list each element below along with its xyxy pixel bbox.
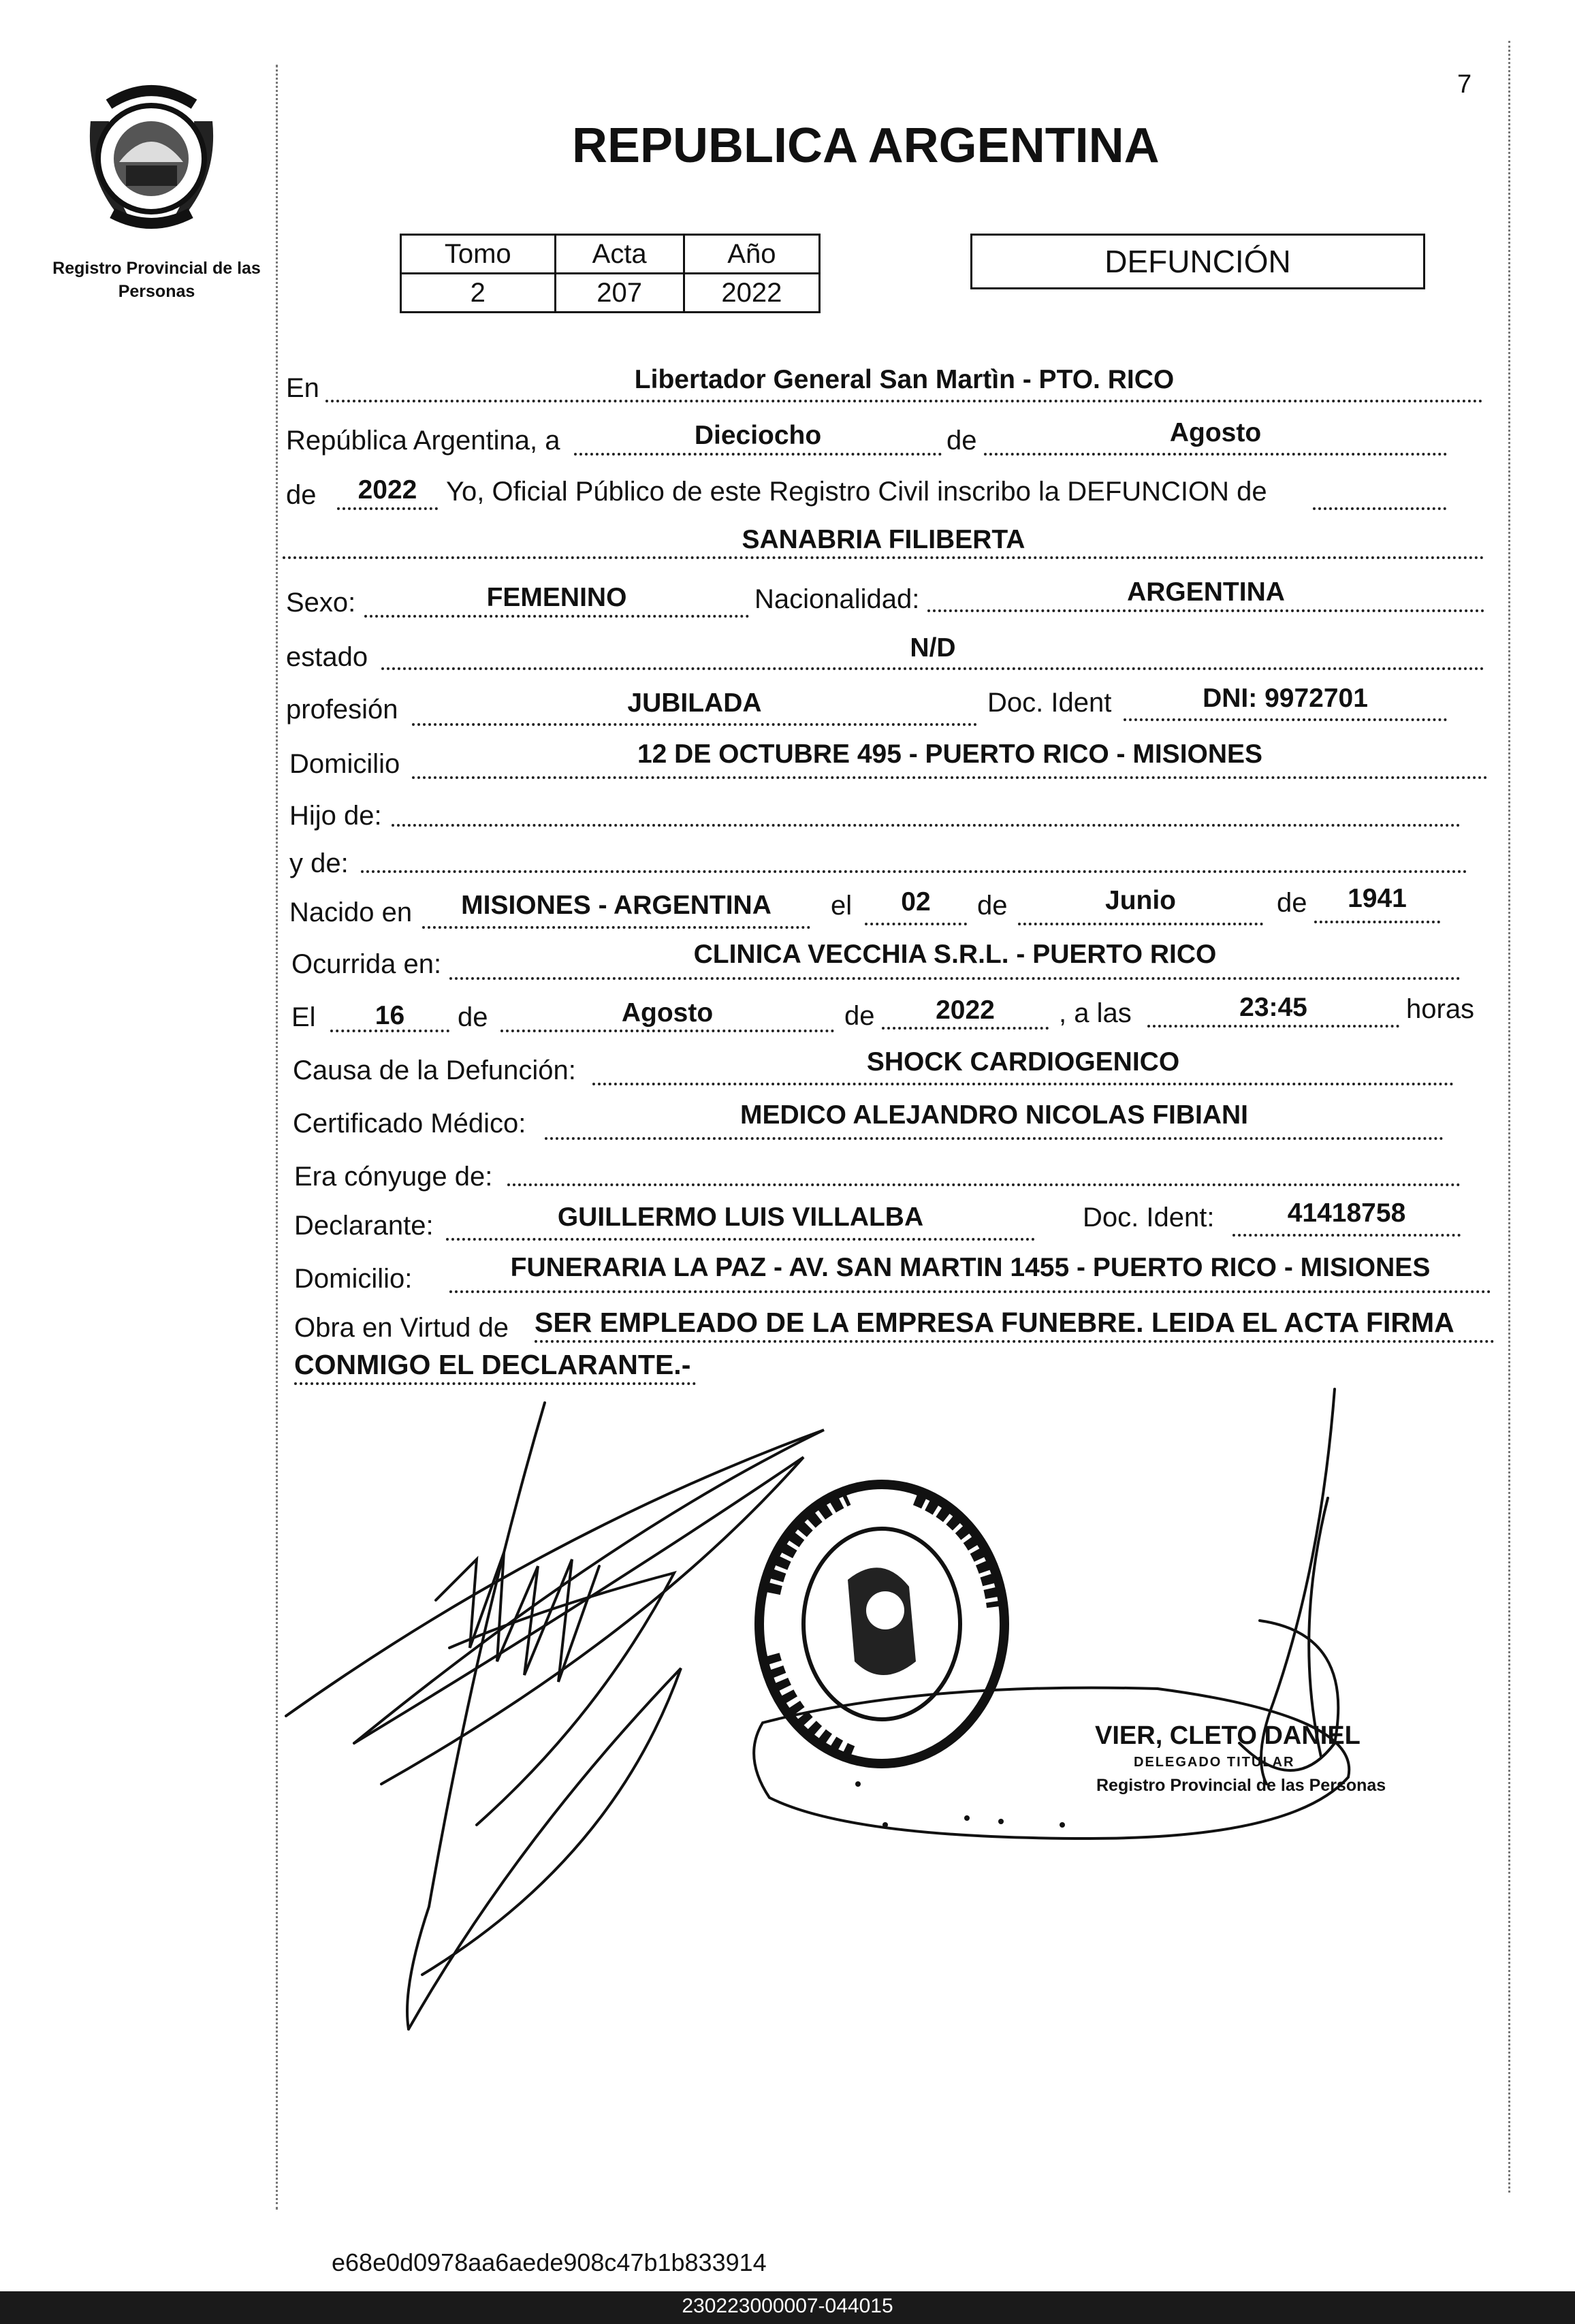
nacido-anio: 1941 xyxy=(1348,884,1407,913)
decl-doc-value: 41418758 xyxy=(1287,1198,1406,1228)
header-tomo: Tomo xyxy=(401,235,556,274)
republic-label: República Argentina, a xyxy=(286,426,560,456)
nacido-lugar-line xyxy=(422,926,810,929)
inscribo-line xyxy=(1313,507,1446,510)
name-line xyxy=(283,556,1484,559)
day-line xyxy=(574,453,942,456)
muerte-anio: 2022 xyxy=(936,996,995,1025)
ocurrida-label: Ocurrida en: xyxy=(291,949,442,979)
year-line xyxy=(337,507,438,510)
certificado-value: MEDICO ALEJANDRO NICOLAS FIBIANI xyxy=(739,1100,1249,1130)
document-hash: e68e0d0978aa6aede908c47b1b833914 xyxy=(332,2248,767,2276)
yde-label: y de: xyxy=(289,848,349,878)
domicilio-line xyxy=(412,776,1488,779)
causa-value: SHOCK CARDIOGENICO xyxy=(866,1047,1180,1077)
muerte-hora-line xyxy=(1147,1025,1399,1028)
decl-doc-line xyxy=(1232,1234,1461,1237)
estado-value: N/D xyxy=(910,633,956,663)
doc-label: Doc. Ident xyxy=(987,688,1112,718)
value-anio: 2022 xyxy=(684,274,819,313)
hijo-label: Hijo de: xyxy=(289,801,382,831)
muerte-dia: 16 xyxy=(375,1001,405,1030)
muerte-hora: 23:45 xyxy=(1239,993,1307,1022)
logo-caption: Registro Provincial de las Personas xyxy=(52,259,261,301)
horas-label: horas xyxy=(1406,994,1475,1024)
ocurrida-line xyxy=(449,977,1461,980)
estado-label: estado xyxy=(286,642,368,672)
page-title: REPUBLICA ARGENTINA xyxy=(572,118,1160,173)
decl-dom-value: FUNERARIA LA PAZ - AV. SAN MARTIN 1455 - PUERTO RICO - MISIONES xyxy=(510,1253,1431,1282)
obra-line-1 xyxy=(535,1340,1495,1343)
register-table xyxy=(400,234,821,313)
causa-label: Causa de la Defunción: xyxy=(293,1055,576,1085)
header-acta: Acta xyxy=(555,235,684,274)
sexo-value: FEMENINO xyxy=(486,583,627,612)
deceased-name: SANABRIA FILIBERTA xyxy=(742,525,1025,554)
hijo-line xyxy=(392,824,1461,827)
domicilio-label: Domicilio xyxy=(289,749,400,779)
muerte-anio-line xyxy=(882,1027,1049,1030)
inscribo-text: Yo, Oficial Público de este Registro Civil inscribo la DEFUNCION de xyxy=(446,477,1267,507)
obra-text-1: SER EMPLEADO DE LA EMPRESA FUNEBRE. LEIDA EL ACTA FIRMA xyxy=(535,1307,1454,1338)
right-margin-line xyxy=(1508,41,1510,2193)
page-number: 7 xyxy=(1457,70,1472,99)
declarante-line xyxy=(446,1238,1035,1241)
de-label-4: de xyxy=(1277,888,1307,918)
decl-doc-label: Doc. Ident: xyxy=(1083,1203,1215,1232)
sexo-label: Sexo: xyxy=(286,588,356,618)
ocurrida-value: CLINICA VECCHIA S.R.L. - PUERTO RICO xyxy=(693,940,1217,969)
nacido-mes-line xyxy=(1018,923,1263,925)
province-logo xyxy=(78,80,225,237)
profesion-line xyxy=(412,723,977,726)
left-margin-line xyxy=(276,65,278,2210)
decl-dom-line xyxy=(449,1290,1491,1293)
de-label-2: de xyxy=(286,480,317,510)
nacido-lugar: MISIONES - ARGENTINA xyxy=(461,891,771,920)
profesion-value: JUBILADA xyxy=(627,688,762,718)
place-line xyxy=(325,400,1483,402)
officer-office: Registro Provincial de las Personas xyxy=(1096,1776,1386,1795)
nacido-anio-line xyxy=(1314,921,1440,923)
footer-code: 230223000007-044015 xyxy=(682,2295,893,2317)
profesion-label: profesión xyxy=(286,695,398,725)
month-line xyxy=(984,453,1447,456)
doc-line xyxy=(1124,718,1447,721)
de-label-1: de xyxy=(946,426,977,456)
sexo-line xyxy=(364,615,749,618)
el-label: el xyxy=(831,891,853,921)
yde-line xyxy=(361,870,1467,873)
day-text: Dieciocho xyxy=(694,421,822,450)
El-label: El xyxy=(291,1002,316,1032)
en-label: En xyxy=(286,373,319,403)
muerte-mes: Agosto xyxy=(621,998,714,1028)
muerte-mes-line xyxy=(500,1030,834,1032)
alas-label: , a las xyxy=(1059,998,1132,1028)
declarante-label: Declarante: xyxy=(294,1211,434,1241)
obra-text-2: CONMIGO EL DECLARANTE.- xyxy=(294,1349,691,1380)
year-value: 2022 xyxy=(357,475,417,505)
de-label-6: de xyxy=(844,1001,875,1031)
obra-line-2 xyxy=(294,1382,696,1385)
de-label-3: de xyxy=(977,891,1008,921)
doc-value: DNI: 9972701 xyxy=(1203,684,1368,713)
obra-label: Obra en Virtud de xyxy=(294,1313,509,1343)
header-anio: Año xyxy=(684,235,819,274)
declarante-value: GUILLERMO LUIS VILLALBA xyxy=(557,1203,924,1232)
value-tomo: 2 xyxy=(401,274,556,313)
place-value: Libertador General San Martìn - PTO. RICO xyxy=(634,365,1175,394)
nacionalidad-line xyxy=(927,609,1484,612)
conyuge-line xyxy=(507,1183,1461,1186)
estado-line xyxy=(381,667,1484,670)
nacido-dia-line xyxy=(865,923,967,925)
officer-role: DELEGADO TITULAR xyxy=(1134,1755,1295,1770)
value-acta: 207 xyxy=(555,274,684,313)
month-value: Agosto xyxy=(1169,418,1262,447)
nacido-mes: Junio xyxy=(1105,886,1176,915)
certificado-label: Certificado Médico: xyxy=(293,1109,526,1139)
conyuge-label: Era cónyuge de: xyxy=(294,1162,493,1192)
causa-line xyxy=(592,1083,1454,1085)
nacido-dia: 02 xyxy=(901,887,931,917)
nacionalidad-value: ARGENTINA xyxy=(1127,577,1285,607)
certificado-line xyxy=(545,1137,1444,1140)
round-seal xyxy=(746,1471,1018,1777)
domicilio-value: 12 DE OCTUBRE 495 - PUERTO RICO - MISIONES xyxy=(637,739,1263,769)
officer-name: VIER, CLETO DANIEL xyxy=(1095,1721,1361,1750)
decl-dom-label: Domicilio: xyxy=(294,1264,413,1294)
nacido-label: Nacido en xyxy=(289,897,413,927)
act-type-box: DEFUNCIÓN xyxy=(970,234,1425,289)
nacionalidad-label: Nacionalidad: xyxy=(754,584,920,614)
de-label-5: de xyxy=(458,1002,488,1032)
